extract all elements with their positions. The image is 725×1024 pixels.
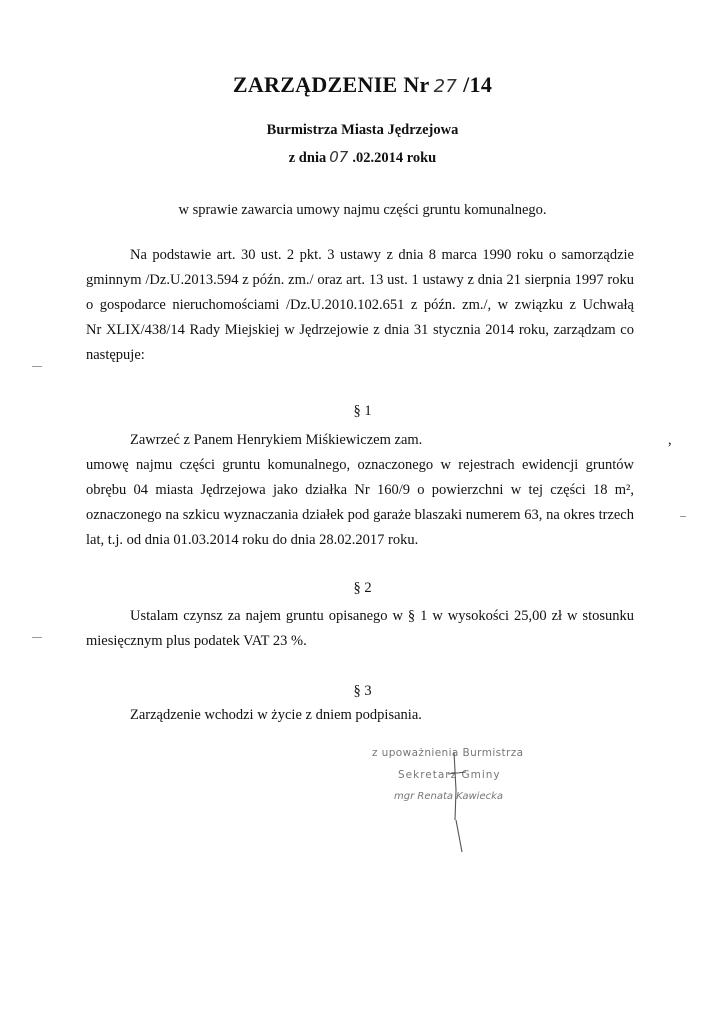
document-date [0, 148, 725, 167]
preamble-line: Na podstawie art. 30 ust. 2 pkt. 3 ustawy z dnia 8 marca 1990 roku o samorządzie [130, 247, 634, 263]
section-line: Zarządzenie wchodzi w życie z dniem podpisania. [130, 707, 422, 723]
margin-mark [680, 516, 686, 517]
section-line: obrębu 04 miasta Jędrzejowa jako działka Nr 160/9 o powierzchni w tej części 18 m², [86, 482, 634, 498]
date-suffix: .02.2014 roku [352, 150, 437, 166]
preamble-line: następuje: [86, 347, 145, 363]
title-prefix: ZARZĄDZENIE Nr [232, 72, 430, 97]
preamble [86, 243, 634, 368]
handwritten-day: 07 [329, 148, 349, 166]
document-title [0, 72, 725, 98]
section-3-body [86, 707, 422, 724]
preamble-line: Nr XLIX/438/14 Rady Miejskiej w Jędrzejowie z dnia 31 stycznia 2014 roku, zarządzam co [86, 322, 634, 338]
date-prefix: z dnia [288, 150, 327, 166]
section-line: miesięcznym plus podatek VAT 23 %. [86, 633, 307, 649]
stamp-line: mgr Renata Kawiecka [394, 791, 504, 802]
document-subject: w sprawie zawarcia umowy najmu części gruntu komunalnego. [178, 202, 547, 218]
issuer: Burmistrza Miasta Jędrzejowa [266, 122, 459, 138]
section-line: umowę najmu części gruntu komunalnego, oznaczonego w rejestrach ewidencji gruntów [86, 457, 634, 473]
preamble-line: gminnym /Dz.U.2013.594 z późn. zm./ oraz art. 13 ust. 1 ustawy z dnia 21 sierpnia 1997 roku [86, 272, 634, 288]
section-line-text: Zawrzeć z Panem Henrykiem Miśkiewiczem zam. [130, 432, 423, 448]
section-sign-3: § 3 [353, 683, 372, 699]
signature-scribble [440, 750, 480, 860]
preamble-line: o gospodarce nieruchomościami /Dz.U.2010.102.651 z późn. zm./, w związku z Uchwałą [86, 297, 634, 313]
section-line: oznaczonego na szkicu wyznaczania działek pod garaże blaszaki numerem 63, na okres trzech [86, 507, 634, 523]
section-1-body [86, 428, 672, 553]
section-line: lat, t.j. od dnia 01.03.2014 roku do dnia 28.02.2017 roku. [86, 532, 419, 548]
margin-mark [32, 366, 42, 367]
stamp-line: Sekretarz Gminy [398, 769, 501, 781]
signature-stamp [372, 742, 612, 808]
stamp-line: z upoważnienia Burmistrza [372, 747, 524, 759]
section-line: Ustalam czynsz za najem gruntu opisanego w § 1 w wysokości 25,00 zł w stosunku [130, 608, 634, 624]
redaction-comma: , [668, 432, 672, 448]
section-2-body [86, 604, 634, 654]
section-sign-2: § 2 [353, 580, 372, 596]
section-line [86, 428, 672, 453]
margin-mark [32, 637, 42, 638]
handwritten-number: 27 [433, 76, 458, 97]
section-sign-1: § 1 [353, 403, 372, 419]
title-suffix: /14 [463, 72, 493, 97]
